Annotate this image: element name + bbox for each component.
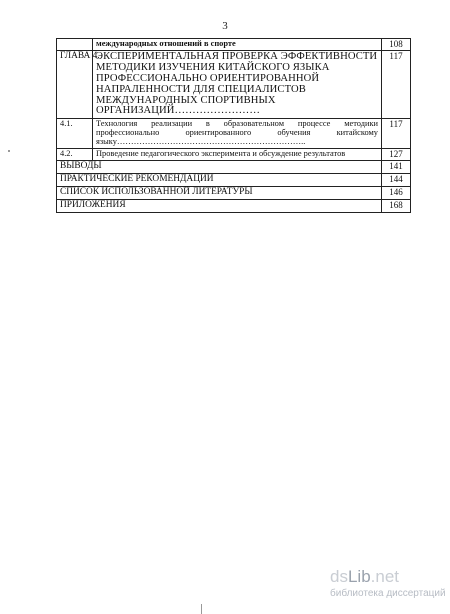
toc-section-title: Проведение педагогического эксперимента и обсуждение результатов [93,148,382,160]
page-number: 3 [222,20,228,32]
logo-ds: ds [330,567,348,586]
toc-section-number: 4.2. [57,148,93,160]
toc-row-appendices [57,199,411,212]
watermark-tagline: библиотека диссертаций [330,588,446,599]
toc-section-number: 4.1. [57,119,93,148]
toc-bibliography-title: СПИСОК ИСПОЛЬЗОВАННОЙ ЛИТЕРАТУРЫ [57,186,382,199]
toc-recommendations-title: ПРАКТИЧЕСКИЕ РЕКОМЕНДАЦИИ [57,173,382,186]
table-of-contents [56,38,411,213]
toc-recommendations-page: 144 [382,173,411,186]
dslib-watermark [330,568,448,599]
toc-row-conclusions [57,161,411,174]
watermark-logo [330,568,448,585]
toc-conclusions-page: 141 [382,161,411,174]
toc-section-page: 117 [382,119,411,148]
toc-appendices-title: ПРИЛОЖЕНИЯ [57,199,382,212]
logo-net: .net [370,567,400,586]
toc-chapter-page: 117 [382,51,411,119]
toc-row-page: 108 [382,39,411,51]
toc-row-title: международных отношений в спорте [93,39,382,51]
toc-bibliography-page: 146 [382,186,411,199]
toc-row-recommendations [57,173,411,186]
toc-row-bibliography [57,186,411,199]
toc-row-chapter-4 [57,51,411,119]
scan-mark [201,604,202,614]
toc-section-title: Технология реализации в образовательном процессе методики профессионально ориентированного обучения китайскому языку………………………………………………………….. [93,119,382,148]
scan-mark [8,150,10,152]
toc-chapter-label: ГЛАВА 4. [57,51,93,119]
toc-section-page: 127 [382,148,411,160]
toc-chapter-title: ЭКСПЕРИМЕНТАЛЬНАЯ ПРОВЕРКА ЭФФЕКТИВНОСТИ МЕТОДИКИ ИЗУЧЕНИЯ КИТАЙСКОГО ЯЗЫКА ПРОФЕССИОНАЛЬНО ОРИЕНТИРОВАННОЙ НАПРАЛЕННОСТИ ДЛЯ СПЕЦИАЛИСТОВ МЕЖДУНАРОДНЫХ СПОРТИВНЫХ ОРГАНИЗАЦИЙ…………………… [93,51,382,119]
toc-row-4-2 [57,148,411,160]
toc-row-top [57,39,411,51]
toc-row-number [57,39,93,51]
toc-appendices-page: 168 [382,199,411,212]
logo-lib: Lib [347,567,371,586]
toc-row-4-1 [57,119,411,148]
toc-conclusions-title: ВЫВОДЫ [57,161,382,174]
